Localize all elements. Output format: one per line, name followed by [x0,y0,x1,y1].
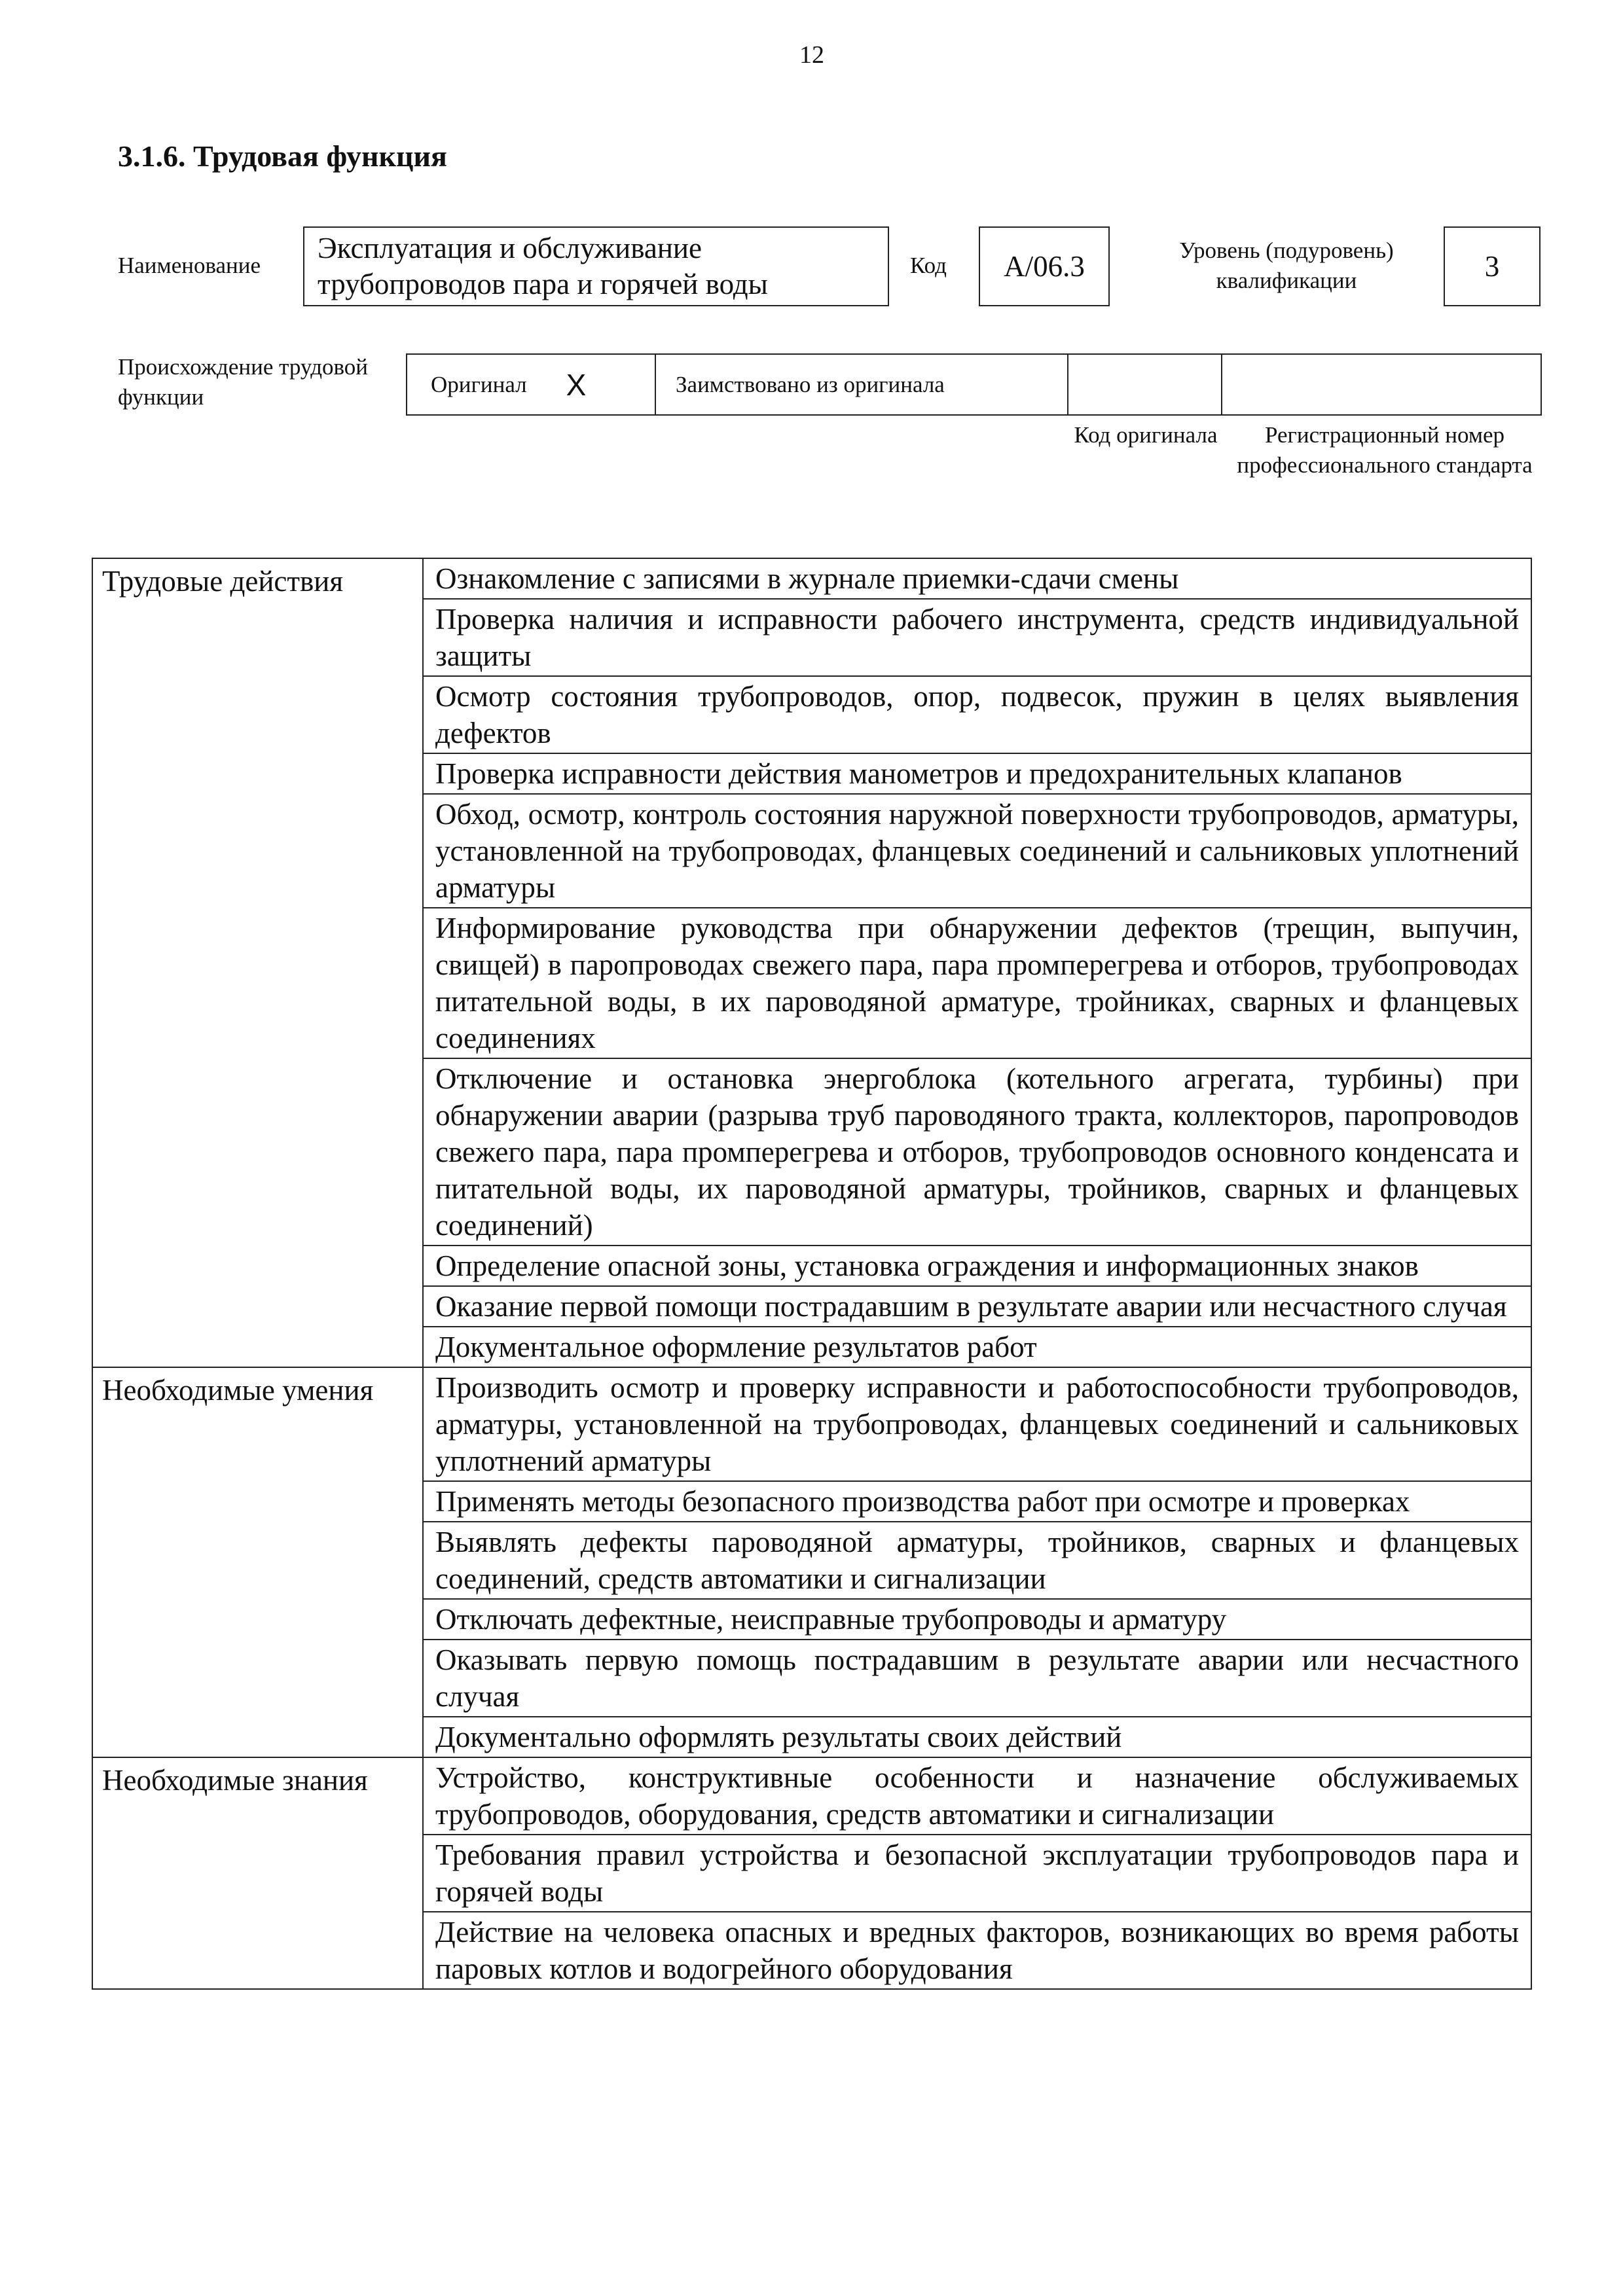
item-cell: Выявлять дефекты пароводяной арматуры, тройников, сварных и фланцевых соединений, средств автоматики и сигнализации [423,1522,1531,1599]
original-label: Оригинал [431,371,527,397]
item-cell: Оказание первой помощи пострадавшим в результате аварии или несчастного случая [423,1286,1531,1327]
page-number: 12 [799,41,824,69]
function-table [92,558,1532,1990]
item-cell: Осмотр состояния трубопроводов, опор, подвесок, пружин в целях выявления дефектов [423,676,1531,753]
table-row [92,1757,1531,1835]
level-value-box: 3 [1444,226,1541,306]
item-cell: Документально оформлять результаты своих действий [423,1717,1531,1757]
code-original-caption: Код оригинала [1074,422,1218,448]
item-cell: Документальное оформление результатов работ [423,1327,1531,1367]
origin-code-cell [1068,355,1222,414]
item-cell: Отключать дефектные, неисправные трубопроводы и арматуру [423,1599,1531,1640]
code-value-box: А/06.3 [979,226,1110,306]
item-cell: Отключение и остановка энергоблока (котельного агрегата, турбины) при обнаружении аварии (разрыва труб пароводяного тракта, коллекторов, паропроводов свежего пара, пара промперегрева и отборов, трубопроводов основного конденсата и питательной воды, их пароводяной арматуры, тройников, сварных и фланцевых соединений) [423,1058,1531,1246]
item-cell: Ознакомление с записями в журнале приемки-сдачи смены [423,558,1531,599]
code-label: Код [910,253,947,278]
level-label: Уровень (подуровень) квалификации [1179,238,1394,293]
origin-original-cell [407,355,656,414]
name-value-box: Эксплуатация и обслуживание трубопроводов пара и горячей воды [303,226,889,306]
item-cell: Применять методы безопасного производства работ при осмотре и проверках [423,1481,1531,1522]
item-cell: Проверка исправности действия манометров и предохранительных клапанов [423,753,1531,794]
origin-borrowed-cell [656,355,1068,414]
function-table-body [92,558,1531,1989]
original-mark: Х [566,367,587,402]
table-row [92,558,1531,599]
item-cell: Проверка наличия и исправности рабочего инструмента, средств индивидуальной защиты [423,599,1531,676]
reg-number-caption: Регистрационный номер профессионального стандарта [1237,422,1533,478]
table-row [92,1367,1531,1481]
origin-table [406,353,1542,416]
item-cell: Оказывать первую помощь пострадавшим в результате аварии или несчастного случая [423,1640,1531,1717]
item-cell: Информирование руководства при обнаружении дефектов (трещин, выпучин, свищей) в паропроводах свежего пара, пара промперегрева и отборов, трубопроводах питательной воды, в их пароводяной арматуре, тройниках, сварных и фланцевых соединениях [423,908,1531,1058]
category-cell: Трудовые действия [92,558,423,1367]
item-cell: Обход, осмотр, контроль состояния наружной поверхности трубопроводов, арматуры, установленной на трубопроводах, фланцевых соединений и сальниковых уплотнений арматуры [423,794,1531,908]
section-title: 3.1.6. Трудовая функция [118,139,447,173]
origin-label: Происхождение трудовой функции [118,354,369,410]
item-cell: Действие на человека опасных и вредных факторов, возникающих во время работы паровых котлов и водогрейного оборудования [423,1912,1531,1989]
borrowed-label: Заимствовано из оригинала [676,371,945,397]
name-label: Наименование [118,253,261,278]
item-cell: Определение опасной зоны, установка ограждения и информационных знаков [423,1246,1531,1286]
origin-regnum-cell [1222,355,1541,414]
category-cell: Необходимые знания [92,1757,423,1989]
category-cell: Необходимые умения [92,1367,423,1757]
item-cell: Устройство, конструктивные особенности и назначение обслуживаемых трубопроводов, оборудования, средств автоматики и сигнализации [423,1757,1531,1835]
item-cell: Требования правил устройства и безопасной эксплуатации трубопроводов пара и горячей воды [423,1835,1531,1912]
item-cell: Производить осмотр и проверку исправности и работоспособности трубопроводов, арматуры, установленной на трубопроводах, фланцевых соединений и сальниковых уплотнений арматуры [423,1367,1531,1481]
